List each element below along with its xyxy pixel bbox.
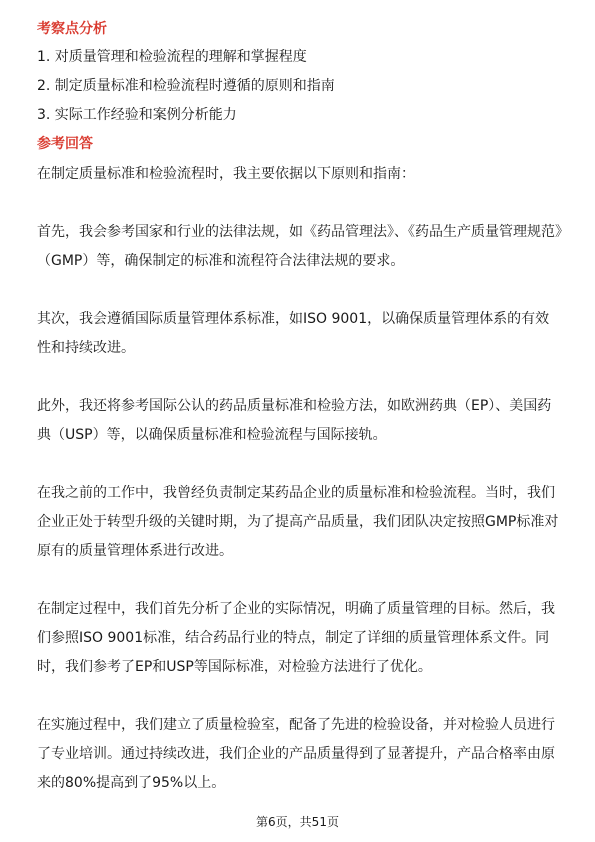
answer-paragraph: 其次，我会遵循国际质量管理体系标准，如ISO 9001，以确保质量管理体系的有效性和持续改进。 (37, 311, 550, 356)
answer-paragraph: 在我之前的工作中，我曾经负责制定某药品企业的质量标准和检验流程。当时，我们企业正处于转型升级的关键时期，为了提高产品质量，我们团队决定按照GMP标准对原有的质量管理体系进行改进。 (37, 485, 559, 559)
page-number: 第6页，共51页 (256, 815, 339, 829)
answer-paragraph: 首先，我会参考国家和行业的法律法规，如《药品管理法》、《药品生产质量管理规范》（GMP）等，确保制定的标准和流程符合法律法规的要求。 (37, 224, 562, 269)
answer-heading: 参考回答 (37, 136, 93, 152)
analysis-item: 2. 制定质量标准和检验流程时遵循的原则和指南 (37, 78, 335, 94)
answer-paragraph: 在制定过程中，我们首先分析了企业的实际情况，明确了质量管理的目标。然后，我们参照ISO 9001标准，结合药品行业的特点，制定了详细的质量管理体系文件。同时，我们参考了EP和USP等国际标准，对检验方法进行了优化。 (37, 601, 555, 675)
answer-paragraph: 在制定质量标准和检验流程时，我主要依据以下原则和指南： (37, 166, 415, 182)
page-content (37, 19, 562, 798)
answer-paragraph: 此外，我还将参考国际公认的药品质量标准和检验方法，如欧洲药典（EP）、美国药典（USP）等，以确保质量标准和检验流程与国际接轨。 (37, 398, 552, 443)
analysis-item: 3. 实际工作经验和案例分析能力 (37, 107, 237, 123)
answer-paragraph: 在实施过程中，我们建立了质量检验室，配备了先进的检验设备，并对检验人员进行了专业培训。通过持续改进，我们企业的产品质量得到了显著提升，产品合格率由原来的80%提高到了95%以上。 (37, 717, 555, 791)
analysis-item: 1. 对质量管理和检验流程的理解和掌握程度 (37, 49, 307, 65)
analysis-heading: 考察点分析 (37, 21, 107, 37)
